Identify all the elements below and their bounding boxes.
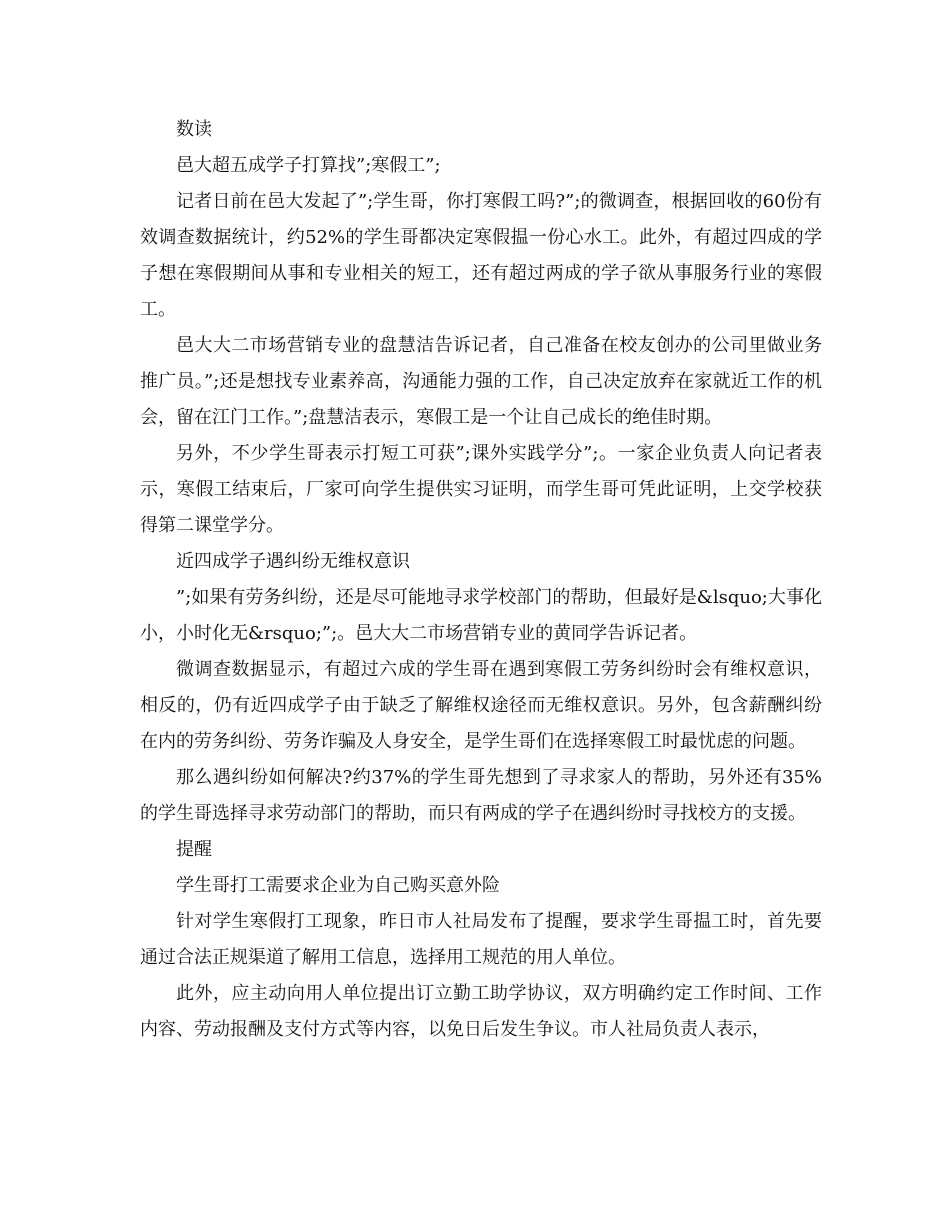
section-heading-shudu: 数读 [176,119,212,140]
subheading-rights-awareness: 近四成学子遇纠纷无维权意识 [176,551,410,572]
paragraph: 那么遇纠纷如何解决?约37%的学生哥先想到了寻求家人的帮助，另外还有35%的学生哥选择寻求劳动部门的帮助，而只有两成的学子在遇纠纷时寻找校方的支援。 [140,767,822,824]
paragraph: 邑大大二市场营销专业的盘慧洁告诉记者，自己准备在校友创办的公司里做业务推广员。”;还是想找专业素养高，沟通能力强的工作，自己决定放弃在家就近工作的机会，留在江门工作。”;盘慧洁表示，寒假工是一个让自己成长的绝佳时期。 [140,335,822,428]
paragraph: 另外，不少学生哥表示打短工可获”;课外实践学分”;。一家企业负责人向记者表示，寒假工结束后，厂家可向学生提供实习证明，而学生哥可凭此证明，上交学校获得第二课堂学分。 [140,443,822,536]
paragraph: 此外，应主动向用人单位提出订立勤工助学协议，双方明确约定工作时间、工作内容、劳动报酬及支付方式等内容，以免日后发生争议。市人社局负责人表示， [140,983,822,1040]
paragraph: 微调查数据显示，有超过六成的学生哥在遇到寒假工劳务纠纷时会有维权意识，相反的，仍有近四成学子由于缺乏了解维权途径而无维权意识。另外，包含薪酬纠纷在内的劳务纠纷、劳务诈骗及人身安全，是学生哥们在选择寒假工时最忧虑的问题。 [140,659,822,752]
subheading-accident-insurance: 学生哥打工需要求企业为自己购买意外险 [176,875,500,896]
paragraph: ”;如果有劳务纠纷，还是尽可能地寻求学校部门的帮助，但最好是&lsquo;大事化小，小时化无&rsquo;”;。邑大大二市场营销专业的黄同学告诉记者。 [140,587,822,644]
paragraph: 记者日前在邑大发起了”;学生哥，你打寒假工吗?”;的微调查，根据回收的60份有效调查数据统计，约52%的学生哥都决定寒假揾一份心水工。此外，有超过四成的学子想在寒假期间从事和专业相关的短工，还有超过两成的学子欲从事服务行业的寒假工。 [140,191,822,320]
subheading-winter-job-plans: 邑大超五成学子打算找”;寒假工”; [176,155,441,176]
article-body [140,112,822,1048]
paragraph: 针对学生寒假打工现象，昨日市人社局发布了提醒，要求学生哥揾工时，首先要通过合法正规渠道了解用工信息，选择用工规范的用人单位。 [140,911,822,968]
section-heading-reminder: 提醒 [176,839,212,860]
